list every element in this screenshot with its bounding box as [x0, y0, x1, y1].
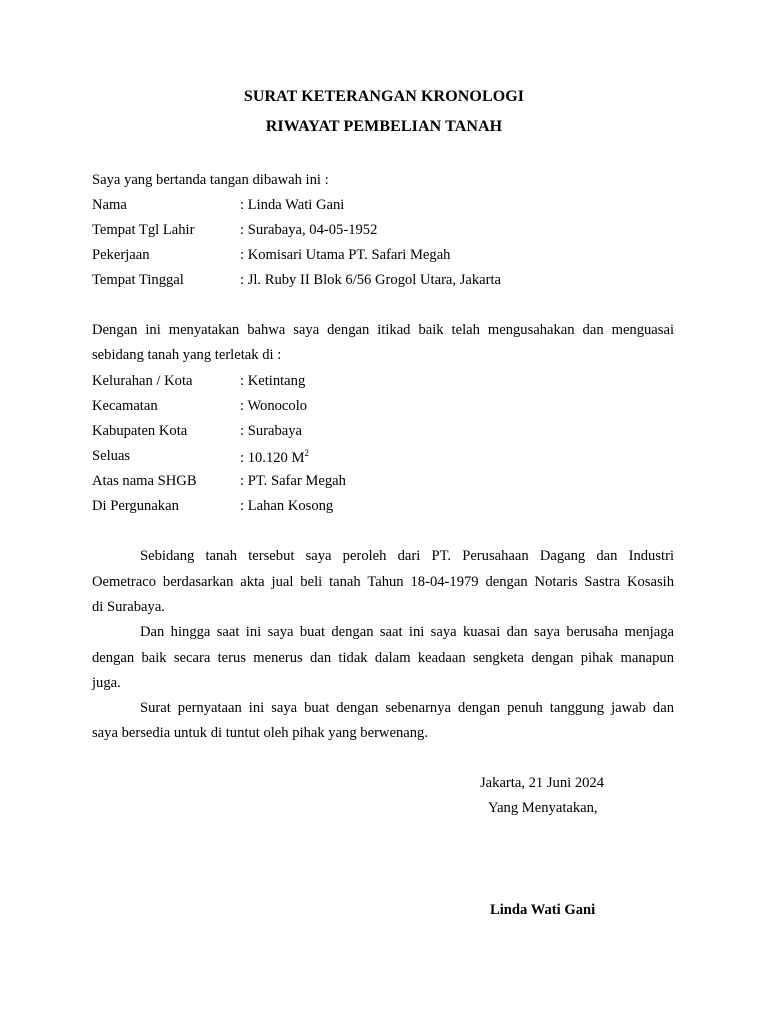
land-value-kabupaten: : Surabaya	[240, 423, 303, 439]
land-value-kelurahan: : Ketintang	[240, 373, 306, 389]
identity-value-address: : Jl. Ruby II Blok 6/56 Grogol Utara, Jakarta	[240, 272, 502, 288]
land-label-shgb: Atas nama SHGB	[92, 473, 197, 489]
land-label-kabupaten: Kabupaten Kota	[92, 423, 188, 439]
intro-text: Saya yang bertanda tangan dibawah ini :	[92, 172, 329, 188]
declarant-label: Yang Menyatakan,	[488, 800, 598, 816]
paragraph2-line2: dengan baik secara terus menerus dan tidak dalam keadaan sengketa dengan pihak manapun	[92, 650, 674, 666]
paragraph1-line2: Oemetraco berdasarkan akta jual beli tanah Tahun 18-04-1979 dengan Notaris Sastra Kosasih	[92, 574, 674, 590]
identity-value-name: : Linda Wati Gani	[240, 197, 345, 213]
identity-label-address: Tempat Tinggal	[92, 272, 184, 288]
identity-label-name: Nama	[92, 197, 127, 213]
paragraph1-line1: Sebidang tanah tersebut saya peroleh dari PT. Perusahaan Dagang dan Industri	[140, 548, 674, 564]
land-value-area-text: : 10.120 M	[240, 450, 305, 466]
paragraph1-line3: di Surabaya.	[92, 599, 165, 615]
paragraph3-line2: saya bersedia untuk di tuntut oleh pihak yang berwenang.	[92, 725, 428, 741]
paragraph2-line3: juga.	[92, 675, 121, 691]
paragraph3-line1: Surat pernyataan ini saya buat dengan sebenarnya dengan penuh tanggung jawab dan	[140, 700, 674, 716]
land-value-kecamatan: : Wonocolo	[240, 398, 308, 414]
land-value-shgb: : PT. Safar Megah	[240, 473, 346, 489]
identity-value-occupation: : Komisari Utama PT. Safari Megah	[240, 247, 451, 263]
paragraph2-line1: Dan hingga saat ini saya buat dengan saat ini saya kuasai dan saya berusaha menjaga	[140, 624, 674, 640]
area-unit-superscript: 2	[304, 448, 309, 458]
place-date: Jakarta, 21 Juni 2024	[480, 775, 605, 791]
statement-line2: sebidang tanah yang terletak di :	[92, 347, 282, 363]
identity-label-birth: Tempat Tgl Lahir	[92, 222, 195, 238]
identity-label-occupation: Pekerjaan	[92, 247, 150, 263]
statement-line1: Dengan ini menyatakan bahwa saya dengan itikad baik telah mengusahakan dan menguasai	[92, 322, 674, 338]
land-label-usage: Di Pergunakan	[92, 498, 179, 514]
document-title-line1: SURAT KETERANGAN KRONOLOGI	[243, 88, 525, 105]
signatory-name: Linda Wati Gani	[490, 902, 596, 918]
land-value-area	[240, 448, 309, 467]
identity-value-birth: : Surabaya, 04-05-1952	[240, 222, 378, 238]
land-label-area: Seluas	[92, 448, 131, 464]
land-label-kelurahan: Kelurahan / Kota	[92, 373, 193, 389]
document-title-line2: RIWAYAT PEMBELIAN TANAH	[265, 118, 503, 135]
land-value-usage: : Lahan Kosong	[240, 498, 334, 514]
land-label-kecamatan: Kecamatan	[92, 398, 158, 414]
